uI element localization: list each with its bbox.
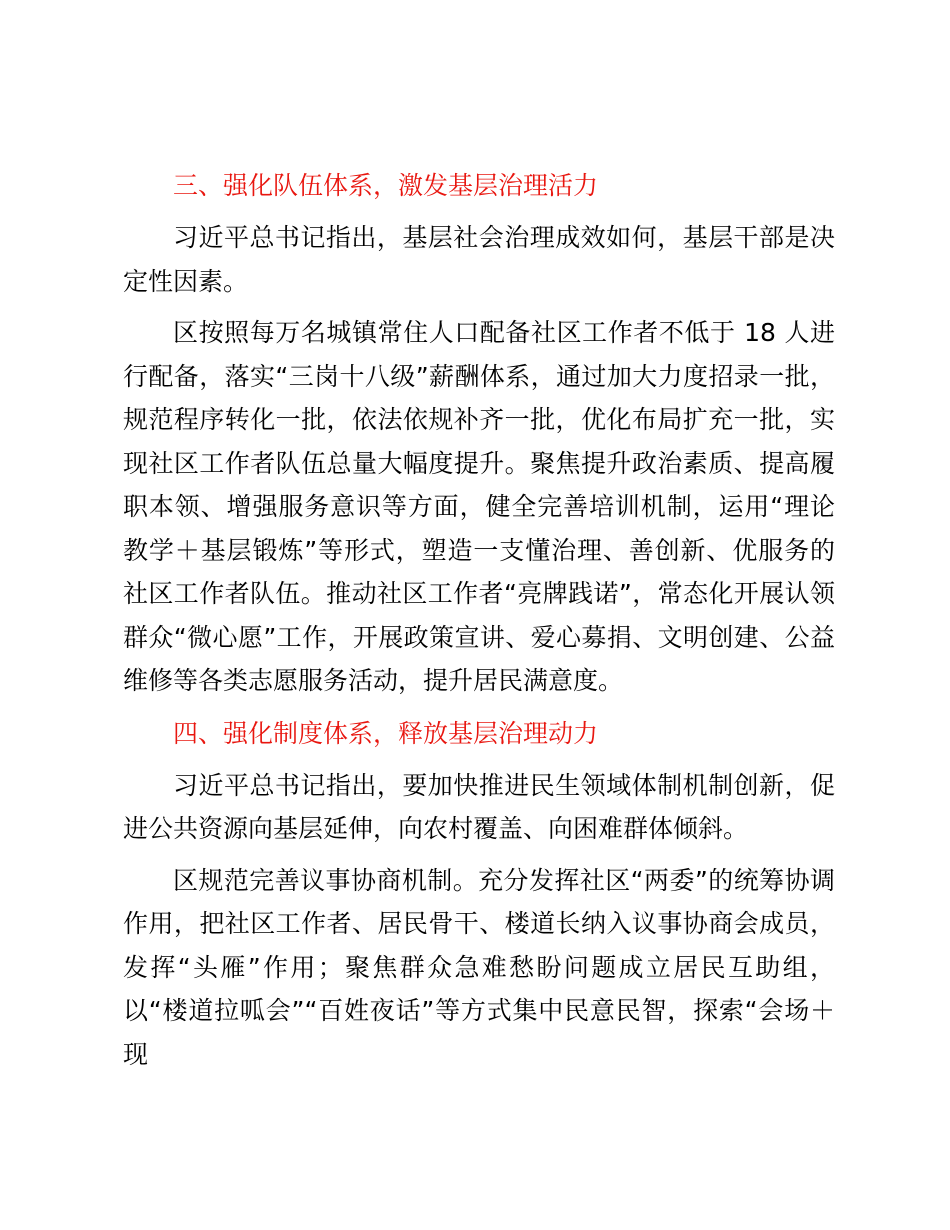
section-heading-4: 四、强化制度体系，释放基层治理动力: [173, 718, 599, 748]
section-heading-3: 三、强化队伍体系，激发基层治理活力: [173, 171, 599, 200]
paragraph: 习近平总书记指出，基层社会治理成效如何，基层干部是决定性因素。: [123, 223, 835, 296]
paragraph: 区规范完善议事协商机制。充分发挥社区“两委”的统筹协调作用，把社区工作者、居民骨干、楼道长纳入议事协商会成员，发挥“头雁”作用；聚焦群众急难愁盼问题成立居民互助组，以“楼道拉呱会”“百姓夜话”等方式集中民意民智，探索“会场＋现: [123, 865, 835, 1069]
document-body: [123, 163, 835, 1084]
paragraph: 习近平总书记指出，要加快推进民生领域体制机制创新，促进公共资源向基层延伸，向农村覆盖、向困难群体倾斜。: [123, 770, 835, 843]
paragraph: 区按照每万名城镇常住人口配备社区工作者不低于 18 人进行配备，落实“三岗十八级”薪酬体系，通过加大力度招录一批，规范程序转化一批，依法依规补齐一批，优化布局扩充一批，实现社区工作者队伍总量大幅度提升。聚焦提升政治素质、提高履职本领、增强服务意识等方面，健全完善培训机制，运用“理论教学＋基层锻炼”等形式，塑造一支懂治理、善创新、优服务的社区工作者队伍。推动社区工作者“亮牌践诺”，常态化开展认领群众“微心愿”工作，开展政策宣讲、爱心募捐、文明创建、公益维修等各类志愿服务活动，提升居民满意度。: [123, 318, 835, 695]
